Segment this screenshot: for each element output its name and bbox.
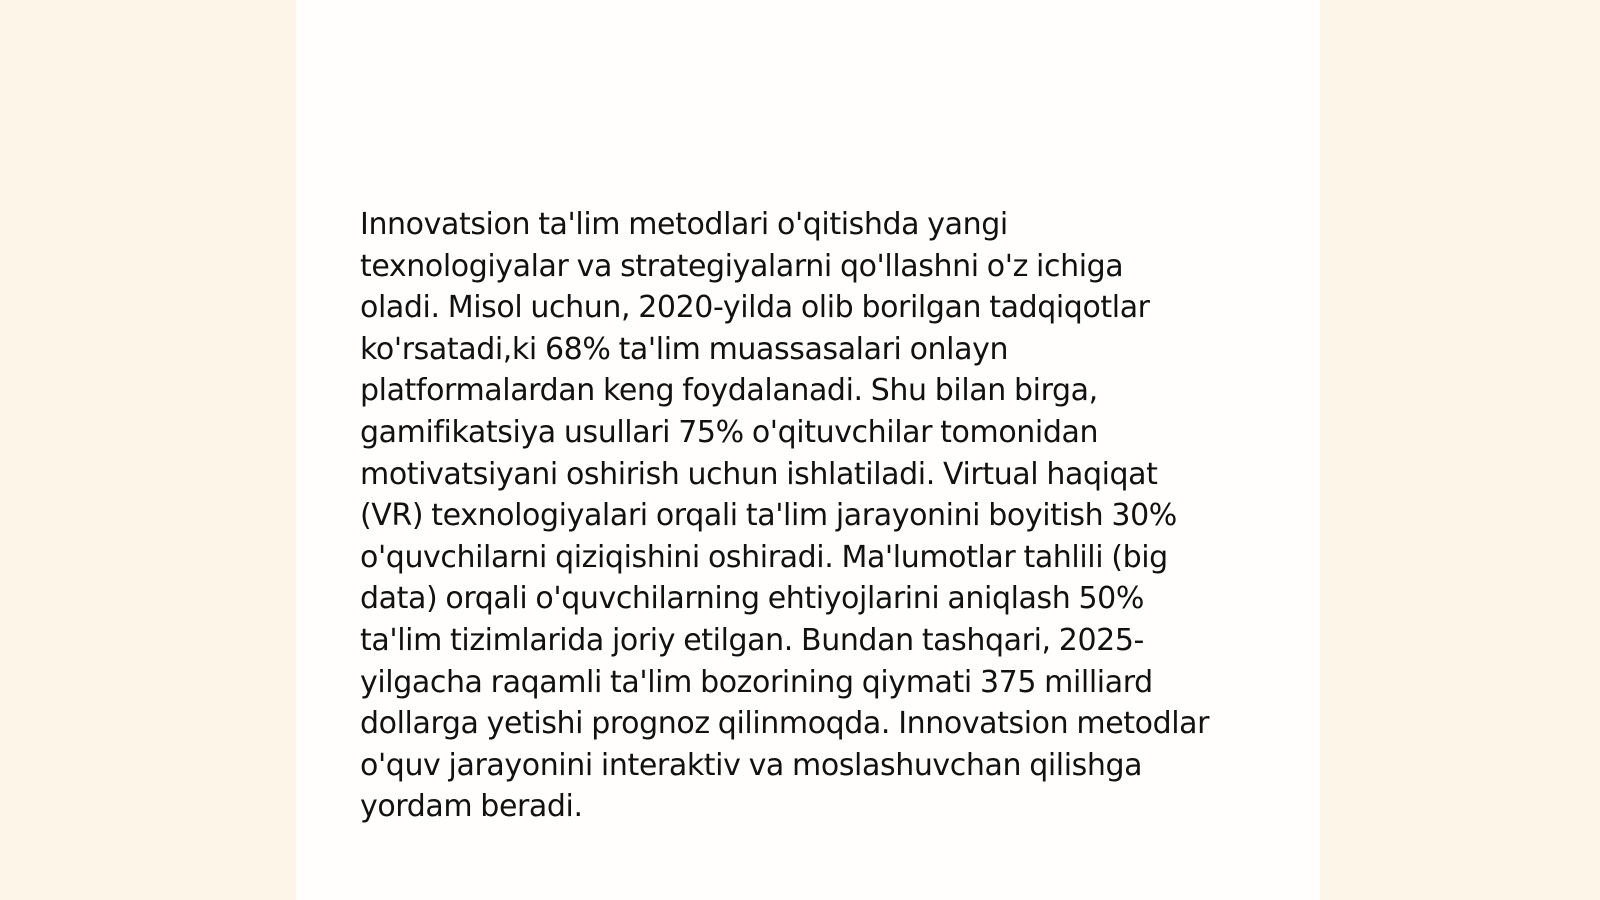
right-margin (1320, 0, 1600, 900)
body-paragraph: Innovatsion ta'lim metodlari o'qitishda yangi texnologiyalar va strategiyalarni qo'llashni o'z ichiga oladi. Misol uchun, 2020-yilda olib borilgan tadqiqotlar ko'rsatadi,ki 68% ta'lim muassasalari onlayn platformalardan keng foydalanadi. Shu bilan birga, gamifikatsiya usullari 75% o'qituvchilar tomonidan motivatsiyani oshirish uchun ishlatiladi. Virtual haqiqat (VR) texnologiyalari orqali ta'lim jarayonini boyitish 30% o'quvchilarni qiziqishini oshiradi. Ma'lumotlar tahlili (big data) orqali o'quvchilarning ehtiyojlarini aniqlash 50% ta'lim tizimlarida joriy etilgan. Bundan tashqari, 2025-yilgacha raqamli ta'lim bozorining qiymati 375 milliard dollarga yetishi prognoz qilinmoqda. Innovatsion metodlar o'quv jarayonini interaktiv va moslashuvchan qilishga yordam beradi. (360, 207, 1210, 825)
left-margin (0, 0, 296, 900)
document-page (296, 0, 1320, 900)
